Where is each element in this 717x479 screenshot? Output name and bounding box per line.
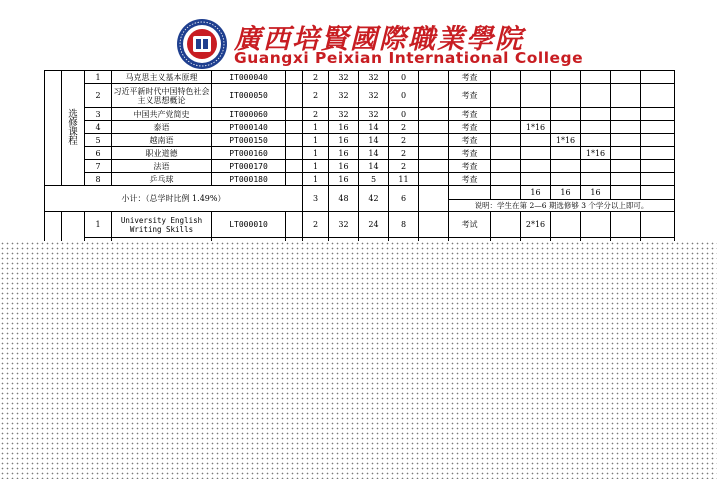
weekly-hours	[551, 121, 581, 134]
row-number: 3	[85, 108, 112, 121]
blank-cell	[419, 84, 449, 108]
credit-value: 1	[303, 160, 329, 173]
weekly-hours	[641, 160, 675, 173]
course-code: IT000040	[212, 71, 286, 84]
subtotal-label: 小计：（总学时比例 1.49%）	[45, 186, 303, 212]
blank-cell	[449, 186, 491, 200]
total-hours: 16	[329, 147, 359, 160]
blank-cell	[419, 147, 449, 160]
course-name: 习近平新时代中国特色社会主义思想概论	[112, 84, 212, 108]
blank-cell	[641, 186, 675, 200]
weekly-hours	[581, 108, 611, 121]
weekly-hours	[491, 147, 521, 160]
course-code: IT000060	[212, 108, 286, 121]
table-row	[45, 212, 675, 238]
theory-hours: 14	[359, 160, 389, 173]
total-hours: 32	[329, 71, 359, 84]
blank-cell	[286, 212, 303, 238]
weekly-hours	[551, 147, 581, 160]
weekly-hours	[551, 173, 581, 186]
weekly-hours: 1*16	[551, 134, 581, 147]
assessment-type: 考查	[449, 84, 491, 108]
course-code: PT000170	[212, 160, 286, 173]
weekly-hours	[551, 84, 581, 108]
college-name-chinese: 廣西培賢國際職業學院	[234, 24, 524, 55]
blank-cell	[419, 134, 449, 147]
practice-hours: 2	[389, 121, 419, 134]
weekly-hours	[491, 84, 521, 108]
weekly-hours	[611, 108, 641, 121]
subtotal-weekly: 16	[581, 186, 611, 200]
weekly-hours	[581, 71, 611, 84]
blank-cell	[286, 71, 303, 84]
course-code: PT000180	[212, 173, 286, 186]
weekly-hours: 1*16	[581, 147, 611, 160]
practice-hours: 0	[389, 108, 419, 121]
practice-hours: 8	[389, 212, 419, 238]
weekly-hours	[491, 71, 521, 84]
table-row	[45, 134, 675, 147]
theory-hours: 5	[359, 173, 389, 186]
weekly-hours	[491, 121, 521, 134]
row-number: 1	[85, 71, 112, 84]
course-name: 越南语	[112, 134, 212, 147]
theory-hours: 24	[359, 212, 389, 238]
course-name: 乒乓球	[112, 173, 212, 186]
table-row	[45, 108, 675, 121]
practice-hours: 0	[389, 84, 419, 108]
weekly-hours	[491, 108, 521, 121]
assessment-type: 考查	[449, 160, 491, 173]
weekly-hours	[641, 212, 675, 238]
assessment-type: 考查	[449, 134, 491, 147]
weekly-hours	[521, 71, 551, 84]
blank-cell	[286, 134, 303, 147]
blank-cell	[286, 121, 303, 134]
total-hours: 16	[329, 173, 359, 186]
blank-cell	[286, 160, 303, 173]
weekly-hours	[641, 173, 675, 186]
credit-value: 1	[303, 147, 329, 160]
course-name: 职业道德	[112, 147, 212, 160]
theory-hours: 14	[359, 147, 389, 160]
blank-cell	[286, 173, 303, 186]
weekly-hours	[551, 212, 581, 238]
total-hours: 16	[329, 160, 359, 173]
blank-cell	[286, 108, 303, 121]
theory-hours: 32	[359, 71, 389, 84]
course-name: 马克思主义基本原理	[112, 71, 212, 84]
credit-value: 2	[303, 108, 329, 121]
blank-cell	[419, 121, 449, 134]
weekly-hours	[521, 160, 551, 173]
credit-value: 1	[303, 173, 329, 186]
weekly-hours: 2*16	[521, 212, 551, 238]
weekly-hours	[491, 134, 521, 147]
theory-hours: 32	[359, 108, 389, 121]
weekly-hours: 1*16	[521, 121, 551, 134]
weekly-hours	[641, 71, 675, 84]
total-hours: 32	[329, 212, 359, 238]
weekly-hours	[611, 160, 641, 173]
blank-cell	[286, 147, 303, 160]
weekly-hours	[611, 147, 641, 160]
weekly-hours	[611, 134, 641, 147]
subtotal-hours: 48	[329, 186, 359, 212]
weekly-hours	[641, 121, 675, 134]
table-row	[45, 147, 675, 160]
row-number: 1	[85, 212, 112, 238]
table-row	[45, 71, 675, 84]
weekly-hours	[581, 173, 611, 186]
practice-hours: 0	[389, 71, 419, 84]
total-hours: 32	[329, 84, 359, 108]
practice-hours: 2	[389, 134, 419, 147]
course-schedule-table	[44, 70, 675, 262]
weekly-hours	[521, 134, 551, 147]
row-number: 2	[85, 84, 112, 108]
course-code: PT000160	[212, 147, 286, 160]
credit-value: 1	[303, 134, 329, 147]
credit-value: 2	[303, 84, 329, 108]
theory-hours: 14	[359, 121, 389, 134]
assessment-type: 考查	[449, 121, 491, 134]
subtotal-weekly: 16	[521, 186, 551, 200]
course-code: LT000010	[212, 212, 286, 238]
assessment-type: 考查	[449, 71, 491, 84]
blank-cell	[419, 160, 449, 173]
weekly-hours	[641, 84, 675, 108]
assessment-type: 考查	[449, 147, 491, 160]
weekly-hours	[551, 71, 581, 84]
blank-cell	[286, 84, 303, 108]
blank-cell	[419, 71, 449, 84]
course-code: PT000150	[212, 134, 286, 147]
weekly-hours	[551, 108, 581, 121]
weekly-hours	[611, 173, 641, 186]
weekly-hours	[521, 108, 551, 121]
assessment-type: 考试	[449, 212, 491, 238]
weekly-hours	[491, 160, 521, 173]
course-name: 法语	[112, 160, 212, 173]
practice-hours: 11	[389, 173, 419, 186]
blank-cell	[611, 186, 641, 200]
subtotal-row	[45, 186, 675, 200]
total-hours: 16	[329, 134, 359, 147]
blank-cell	[419, 108, 449, 121]
weekly-hours	[641, 147, 675, 160]
course-name: University English Writing Skills	[112, 212, 212, 238]
course-name: 中国共产党简史	[112, 108, 212, 121]
table-row	[45, 84, 675, 108]
college-seal-icon	[176, 18, 228, 70]
weekly-hours	[551, 160, 581, 173]
total-hours: 16	[329, 121, 359, 134]
row-number: 8	[85, 173, 112, 186]
category-cell: 选 修 课 程	[62, 71, 85, 186]
table-row	[45, 160, 675, 173]
practice-hours: 2	[389, 160, 419, 173]
theory-hours: 14	[359, 134, 389, 147]
weekly-hours	[611, 84, 641, 108]
weekly-hours	[581, 84, 611, 108]
row-number: 6	[85, 147, 112, 160]
weekly-hours	[491, 173, 521, 186]
weekly-hours	[581, 121, 611, 134]
blank-cell	[45, 71, 62, 186]
weekly-hours	[641, 134, 675, 147]
blank-cell	[419, 212, 449, 238]
assessment-type: 考查	[449, 173, 491, 186]
row-number: 7	[85, 160, 112, 173]
weekly-hours	[521, 147, 551, 160]
weekly-hours	[611, 212, 641, 238]
credit-value: 2	[303, 212, 329, 238]
credit-value: 1	[303, 121, 329, 134]
blank-cell	[419, 186, 449, 212]
blank-cell	[419, 173, 449, 186]
subtotal-theory: 42	[359, 186, 389, 212]
weekly-hours	[641, 108, 675, 121]
course-name: 泰语	[112, 121, 212, 134]
blank-cell	[491, 186, 521, 200]
subtotal-weekly: 16	[551, 186, 581, 200]
weekly-hours	[581, 134, 611, 147]
dotted-overlay	[0, 241, 717, 479]
weekly-hours	[521, 173, 551, 186]
weekly-hours	[581, 212, 611, 238]
weekly-hours	[611, 121, 641, 134]
practice-hours: 2	[389, 147, 419, 160]
total-hours: 32	[329, 108, 359, 121]
elective-note: 说明：学生在第 2—6 期选修够 3 个学分以上即可。	[449, 200, 675, 212]
weekly-hours	[491, 212, 521, 238]
subtotal-practice: 6	[389, 186, 419, 212]
subtotal-credit: 3	[303, 186, 329, 212]
credit-value: 2	[303, 71, 329, 84]
weekly-hours	[521, 84, 551, 108]
table-row	[45, 121, 675, 134]
college-logo	[170, 16, 584, 70]
table-row	[45, 173, 675, 186]
weekly-hours	[581, 160, 611, 173]
assessment-type: 考查	[449, 108, 491, 121]
college-name-english: Guangxi Peixian International College	[234, 49, 584, 67]
course-code: IT000050	[212, 84, 286, 108]
row-number: 4	[85, 121, 112, 134]
weekly-hours	[611, 71, 641, 84]
course-code: PT000140	[212, 121, 286, 134]
row-number: 5	[85, 134, 112, 147]
theory-hours: 32	[359, 84, 389, 108]
